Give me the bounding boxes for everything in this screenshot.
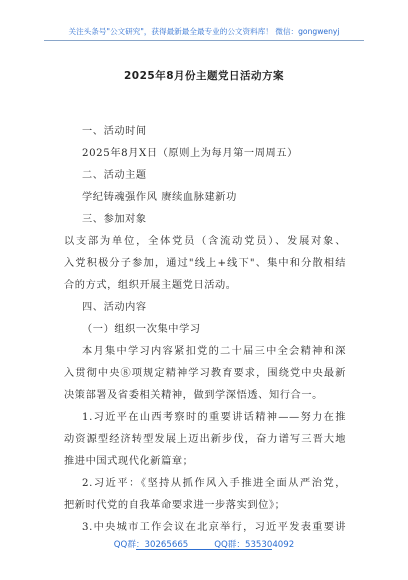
- list-item-line: 把新时代党的自我革命要求进一步落实到位》；: [64, 500, 286, 511]
- list-item-line: 1.习近平在山西考察时的重要讲话精神——努力在推: [82, 412, 346, 423]
- footer-qq-group-1: QQ群：30265665: [113, 540, 189, 550]
- paragraph-line: 合的方式，组织开展主题党日活动。: [64, 280, 237, 291]
- list-item-line: 推进中国式现代化新篇章；: [64, 456, 194, 467]
- section-heading-time: 一、活动时间: [82, 126, 147, 137]
- paragraph-line: 入贯彻中央⑧项规定精神学习教育要求，围绕党中央最新: [64, 368, 346, 379]
- paragraph-line: 决策部署及省委相关精神，做到学深悟透、知行合一。: [64, 390, 323, 401]
- footer-underline: [136, 549, 272, 550]
- header-banner: 关注头条号"公文研究"，获得最新最全最专业的公文资料库！ 微信：gongwenyj: [68, 27, 340, 36]
- document-title: 2025年8月份主题党日活动方案: [123, 70, 285, 82]
- footer-qq-group-2: QQ群：535304092: [214, 540, 295, 550]
- paragraph-line: 学纪铸魂强作风 赓续血脉建新功: [82, 192, 237, 203]
- section-heading-content: 四、活动内容: [82, 302, 147, 313]
- list-item-line: 2.习近平：《坚持从抓作风入手推进全面从严治党，: [82, 478, 346, 489]
- list-item-line: 动资源型经济转型发展上迈出新步伐，奋力谱写三晋大地: [64, 434, 346, 445]
- paragraph-line: 本月集中学习内容紧扣党的二十届三中全会精神和深: [82, 346, 346, 357]
- paragraph-line: 入党积极分子参加，通过"线上+线下"、集中和分散相结: [64, 258, 346, 269]
- section-heading-theme: 二、活动主题: [82, 170, 147, 181]
- paragraph-line: 以支部为单位，全体党员（含流动党员）、发展对象、: [64, 236, 346, 247]
- subsection-heading: （一）组织一次集中学习: [82, 324, 201, 335]
- paragraph-line: 2025年8月X日（原则上为每月第一周周五）: [82, 148, 298, 159]
- header-divider: [44, 40, 364, 41]
- section-heading-participants: 三、参加对象: [82, 214, 147, 225]
- list-item-line: 3.中央城市工作会议在北京举行，习近平发表重要讲: [82, 522, 346, 533]
